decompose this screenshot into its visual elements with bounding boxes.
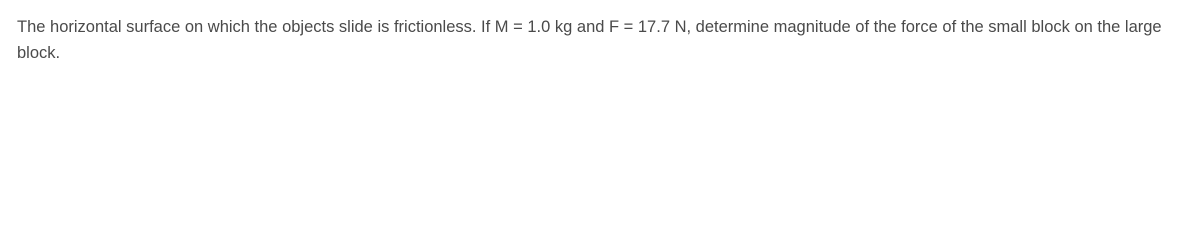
problem-statement: The horizontal surface on which the objects slide is frictionless. If M = 1.0 kg and F = 17.7 N, determine magnitude of the force of the small block on the large block. — [17, 18, 1162, 62]
question-panel — [0, 0, 1200, 66]
